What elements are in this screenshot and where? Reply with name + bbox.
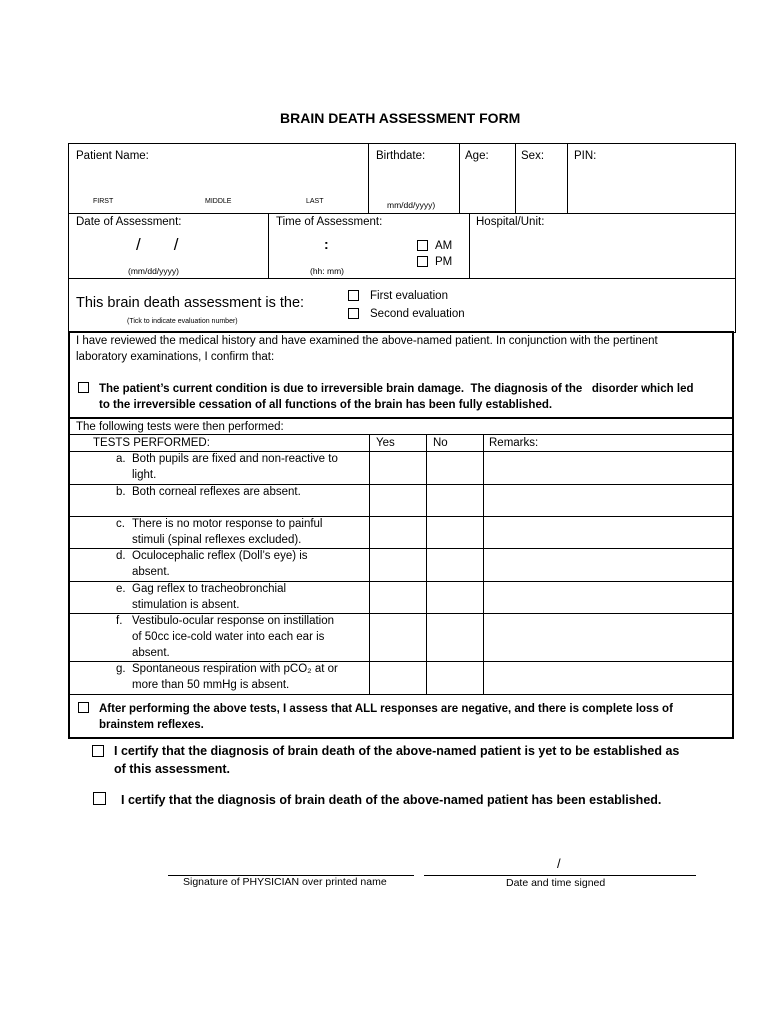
time-of-assessment-label: Time of Assessment: xyxy=(276,216,383,228)
date-separators: / / xyxy=(136,235,179,254)
test-a-line-1: Both pupils are fixed and non-reactive to xyxy=(132,453,338,465)
middle-name-caption: MIDDLE xyxy=(205,198,232,205)
hospital-unit-label: Hospital/Unit: xyxy=(476,216,545,228)
after-tests-line-2: brainstem reflexes. xyxy=(99,719,204,731)
date-of-assessment-label: Date of Assessment: xyxy=(76,216,182,228)
all-negative-checkbox[interactable] xyxy=(78,702,89,713)
test-c-line-2: stimuli (spinal reflexes excluded). xyxy=(132,534,302,546)
test-g-letter: g. xyxy=(116,663,126,675)
irreversible-condition-checkbox[interactable] xyxy=(78,382,89,393)
sex-label: Sex: xyxy=(521,150,545,162)
not-established-line-1: I certify that the diagnosis of brain death of the above-named patient is yet to be established as xyxy=(114,744,680,758)
evaluation-question: This brain death assessment is the: xyxy=(76,295,305,311)
condition-line-2: to the irreversible cessation of all functions of the brain has been fully established. xyxy=(99,399,553,411)
test-d-line-2: absent. xyxy=(132,566,170,578)
yes-header: Yes xyxy=(376,437,395,449)
test-b-line-1: Both corneal reflexes are absent. xyxy=(132,486,301,498)
birthdate-label: Birthdate: xyxy=(376,150,426,162)
tests-intro: The following tests were then performed: xyxy=(76,421,284,433)
not-established-checkbox[interactable] xyxy=(92,745,104,757)
date-time-signature-line[interactable] xyxy=(424,875,696,876)
test-g-line-1: Spontaneous respiration with pCO₂ at or xyxy=(132,663,338,675)
test-e-line-2: stimulation is absent. xyxy=(132,599,240,611)
not-established-line-2: of this assessment. xyxy=(114,762,231,776)
evaluation-note: (Tick to indicate evaluation number) xyxy=(127,318,238,325)
test-f-letter: f. xyxy=(116,615,123,627)
age-label: Age: xyxy=(465,150,489,162)
review-line-1: I have reviewed the medical history and have examined the above-named patient. In conjunction with the pertinent xyxy=(76,335,658,347)
condition-line-1: The patient’s current condition is due to irreversible brain damage. The diagnosis of the disorder which led xyxy=(99,383,694,395)
last-name-caption: LAST xyxy=(306,198,324,205)
after-tests-line-1: After performing the above tests, I assess that ALL responses are negative, and there is complete loss of xyxy=(99,703,673,715)
test-a-letter: a. xyxy=(116,453,126,465)
first-evaluation-checkbox[interactable] xyxy=(348,290,359,301)
no-header: No xyxy=(433,437,448,449)
pm-checkbox[interactable] xyxy=(417,256,428,267)
form-title: BRAIN DEATH ASSESSMENT FORM xyxy=(280,110,521,126)
established-checkbox[interactable] xyxy=(93,792,106,805)
test-e-line-1: Gag reflex to tracheobronchial xyxy=(132,583,287,595)
first-evaluation-label: First evaluation xyxy=(370,290,448,302)
date-time-slash: / xyxy=(557,856,561,871)
established-text: I certify that the diagnosis of brain death of the above-named patient has been established. xyxy=(121,793,662,807)
date-time-caption: Date and time signed xyxy=(506,877,606,889)
test-f-line-2: of 50cc ice-cold water into each ear is xyxy=(132,631,325,643)
test-c-line-1: There is no motor response to painful xyxy=(132,518,323,530)
second-evaluation-label: Second evaluation xyxy=(370,308,465,320)
test-f-line-1: Vestibulo-ocular response on instillation xyxy=(132,615,335,627)
pm-label: PM xyxy=(435,256,453,268)
birthdate-format: mm/dd/yyyy) xyxy=(387,200,436,210)
test-c-letter: c. xyxy=(116,518,125,530)
pin-label: PIN: xyxy=(574,150,597,162)
date-format: (mm/dd/yyyy) xyxy=(128,266,179,276)
test-b-letter: b. xyxy=(116,486,126,498)
time-separator: : xyxy=(324,236,329,252)
test-g-line-2: more than 50 mmHg is absent. xyxy=(132,679,290,691)
physician-signature-caption: Signature of PHYSICIAN over printed name xyxy=(183,876,387,888)
time-format: (hh: mm) xyxy=(310,266,344,276)
test-a-line-2: light. xyxy=(132,469,157,481)
test-d-line-1: Oculocephalic reflex (Doll’s eye) is xyxy=(132,550,308,562)
first-name-caption: FIRST xyxy=(93,198,114,205)
patient-name-label: Patient Name: xyxy=(76,150,149,162)
am-label: AM xyxy=(435,240,453,252)
tests-performed-header: TESTS PERFORMED: xyxy=(93,437,210,449)
test-e-letter: e. xyxy=(116,583,126,595)
remarks-header: Remarks: xyxy=(489,437,539,449)
test-d-letter: d. xyxy=(116,550,126,562)
review-line-2: laboratory examinations, I confirm that: xyxy=(76,351,275,363)
am-checkbox[interactable] xyxy=(417,240,428,251)
test-f-line-3: absent. xyxy=(132,647,170,659)
second-evaluation-checkbox[interactable] xyxy=(348,308,359,319)
